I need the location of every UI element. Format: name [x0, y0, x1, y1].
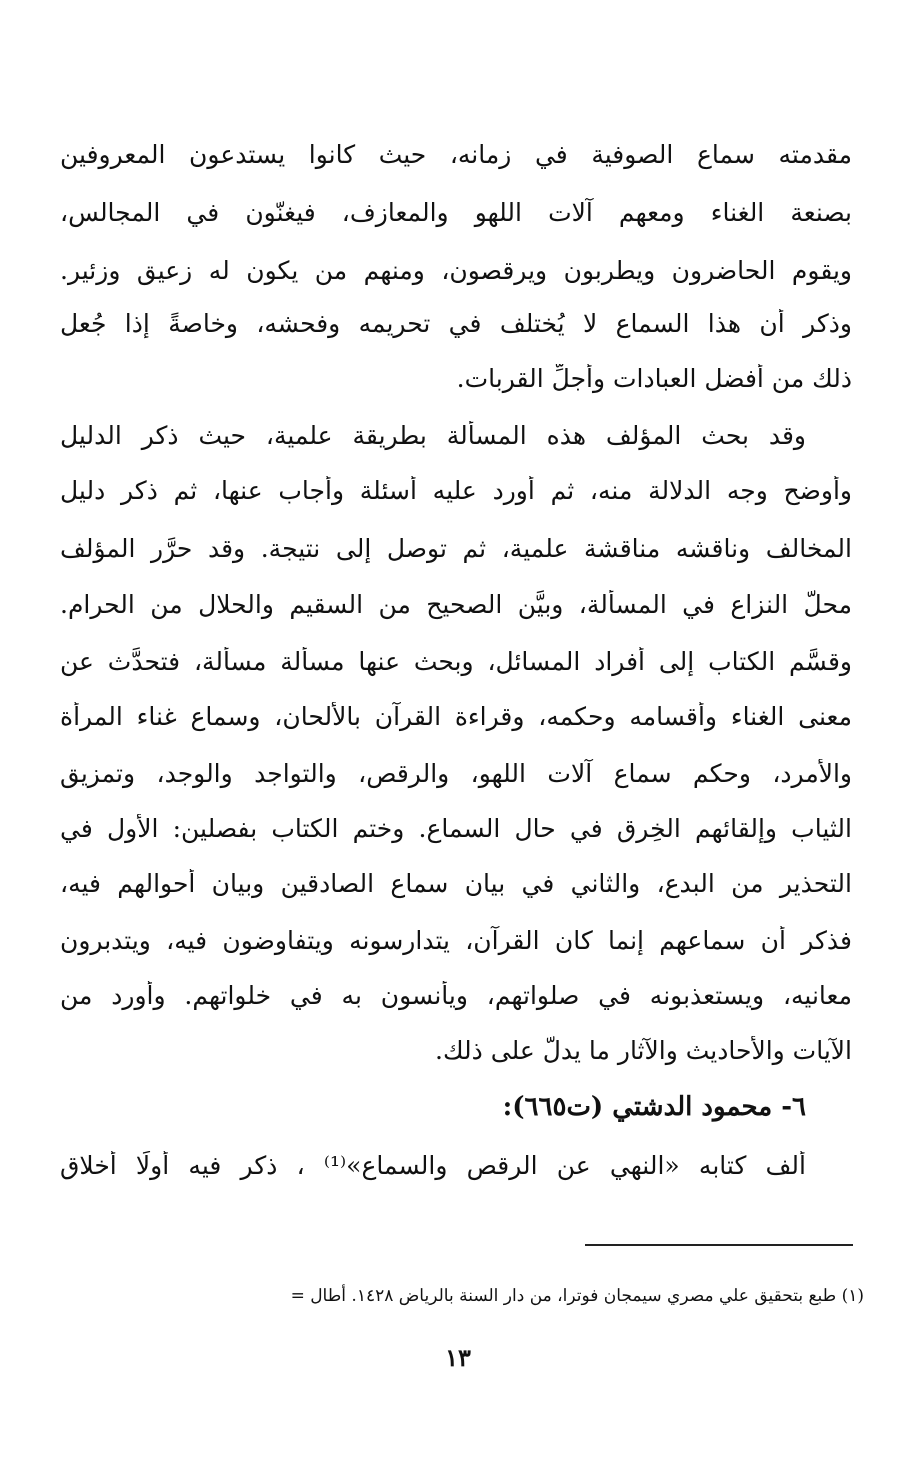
- body-line-1: مقدمته سماع الصوفية في زمانه، حيث كانوا يستدعون المعروفين: [60, 140, 852, 169]
- body-line-12: والأمرد، وحكم سماع آلات اللهو، والرقص، والتواجد والوجد، وتمزيق: [60, 759, 852, 788]
- body-line-2: بصنعة الغناء ومعهم آلات اللهو والمعازف، فيغنّون في المجالس،: [60, 198, 852, 227]
- body-line-6: وقد بحث المؤلف هذه المسألة بطريقة علمية، حيث ذكر الدليل: [60, 421, 806, 450]
- section-heading: ٦- محمود الدشتي (ت٦٦٥):: [502, 1092, 806, 1122]
- body-line-14: التحذير من البدع، والثاني في بيان سماع الصادقين وبيان أحوالهم فيه،: [60, 869, 852, 898]
- footnote-divider: [585, 1244, 853, 1246]
- body-line-16: معانيه، ويستعذبونه في صلواتهم، ويأنسون به في خلواتهم. وأورد من: [60, 981, 852, 1010]
- page-number: ١٣: [445, 1343, 471, 1372]
- body-line-3: ويقوم الحاضرون ويطربون ويرقصون، ومنهم من يكون له زعيق وزئير.: [60, 256, 852, 285]
- body-line-17: الآيات والأحاديث والآثار ما يدلُّ على ذلك.: [435, 1036, 852, 1065]
- body-line-4: وذكر أن هذا السماع لا يُختلف في تحريمه وفحشه، وخاصةً إذا جُعل: [60, 309, 852, 338]
- body-line-9: محلَّ النزاع في المسألة، وبيَّن الصحيح من السقيم والحلال من الحرام.: [60, 590, 852, 619]
- footnote-1: (١) طبع بتحقيق علي مصري سيمجان فوترا، من دار السنة بالرياض ١٤٢٨. أطال =: [290, 1286, 864, 1306]
- body-line-11: معنى الغناء وأقسامه وحكمه، وقراءة القرآن بالألحان، وسماع غناء المرأة: [60, 702, 852, 731]
- body-line-15: فذكر أن سماعهم إنما كان القرآن، يتدارسونه ويتفاوضون فيه، ويتدبرون: [60, 926, 852, 955]
- body-line-after-heading: ألف كتابه «النهي عن الرقص والسماع»⁽¹⁾ ، ذكر فيه أولًا أخلاق: [60, 1151, 806, 1180]
- body-line-10: وقسَّم الكتاب إلى أفراد المسائل، وبحث عنها مسألة مسألة، فتحدَّث عن: [60, 647, 852, 676]
- body-line-7: وأوضح وجه الدلالة منه، ثم أورد عليه أسئلة وأجاب عنها، ثم ذكر دليل: [60, 476, 852, 505]
- body-line-5: ذلك من أفضل العبادات وأجلِّ القربات.: [456, 364, 852, 393]
- body-line-13: الثياب وإلقائهم الخِرق في حال السماع. وختم الكتاب بفصلين: الأول في: [60, 814, 852, 843]
- body-line-8: المخالف وناقشه مناقشة علمية، ثم توصل إلى نتيجة. وقد حرَّر المؤلف: [60, 534, 852, 563]
